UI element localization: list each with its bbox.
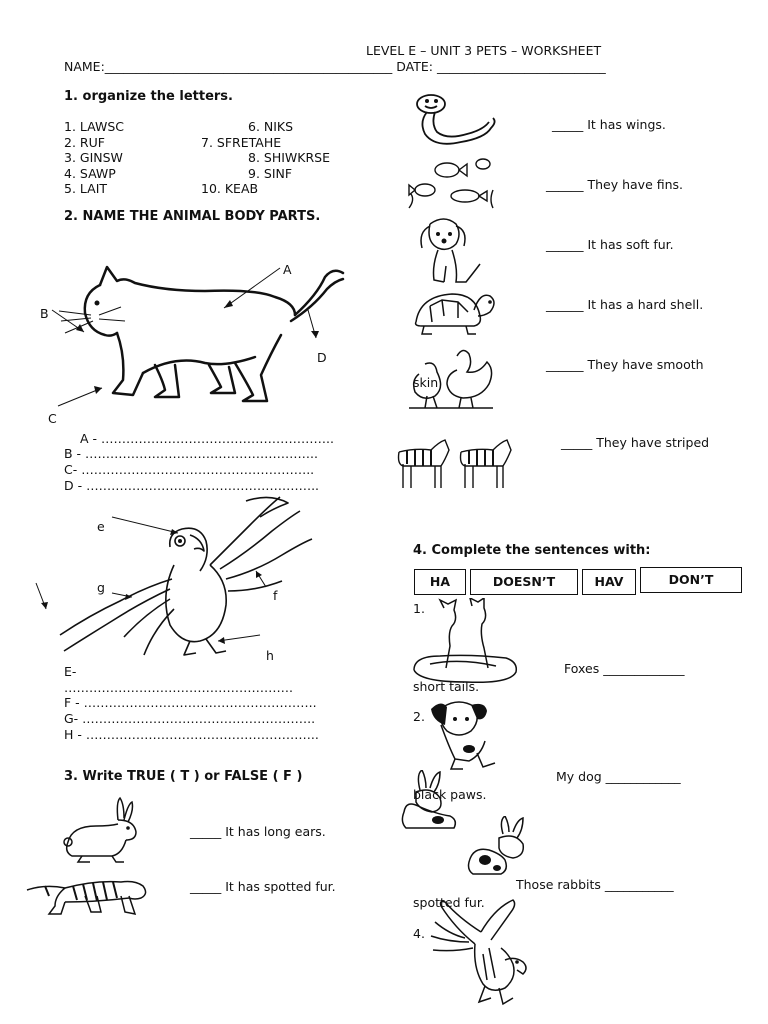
describe-row: ______ They have smooth xyxy=(546,357,704,372)
bird-label-g: g xyxy=(97,580,105,595)
dog-illustration xyxy=(425,697,500,773)
scramble-item: 4. SAWP xyxy=(64,166,116,181)
sentence-cont: black paws. xyxy=(413,787,487,802)
describe-row: _____ They have striped xyxy=(561,435,710,450)
scramble-item: 3. GINSW xyxy=(64,150,123,165)
scramble-item: 1. LAWSC xyxy=(64,119,125,134)
bird-label-h: h xyxy=(266,648,274,663)
answer-line-g: G- ……………………………………………….. xyxy=(64,711,316,726)
section2-title: 2. NAME THE ANIMAL BODY PARTS. xyxy=(64,209,321,224)
section3-title: 3. Write TRUE ( T ) or FALSE ( F ) xyxy=(64,769,303,784)
answer-line-h: H - ……………………………………………….. xyxy=(64,727,319,742)
bird-label-e: e xyxy=(97,519,105,534)
cat-label-b: B xyxy=(40,306,49,321)
cat-label-c: C xyxy=(48,411,57,426)
answer-line-c: C- ……………………………………………….. xyxy=(64,462,315,477)
sentence-cont: short tails. xyxy=(413,679,480,694)
name-date-line: NAME:______________________________________________ DATE: ___________________________ xyxy=(64,59,606,74)
rabbit-spotted-illustration-2 xyxy=(465,816,533,878)
scramble-item: 6. NIKS xyxy=(248,119,294,134)
answer-line-a: A - ……………………………………………….. xyxy=(80,431,334,446)
sentence-text: My dog ____________ xyxy=(556,769,681,784)
rabbit-illustration xyxy=(62,796,140,864)
describe-row-cont: skin xyxy=(413,375,439,390)
cat-arrows xyxy=(40,258,340,418)
word-box: DOESN’T xyxy=(470,569,578,595)
sentence-number: 4. xyxy=(413,926,425,941)
snake-illustration xyxy=(405,92,500,152)
tiger-illustration xyxy=(25,866,150,918)
scramble-item: 10. KEAB xyxy=(201,181,259,196)
section4-title: 4. Complete the sentences with: xyxy=(413,543,651,558)
answer-line-d: D - ……………………………………………….. xyxy=(64,478,320,493)
cat-label-a: A xyxy=(283,262,292,277)
scramble-item: 2. RUF xyxy=(64,135,105,150)
scramble-item: 8. SHIWKRSE xyxy=(248,150,330,165)
cat-label-d: D xyxy=(317,350,327,365)
worksheet-title: LEVEL E – UNIT 3 PETS – WORKSHEET xyxy=(366,43,602,58)
answer-line-b: B - ……………………………………………….. xyxy=(64,446,318,461)
foxes-illustration xyxy=(410,598,520,686)
answer-line-e: E- xyxy=(64,664,77,679)
scramble-item: 9. SINF xyxy=(248,166,293,181)
section1-title: 1. organize the letters. xyxy=(64,89,233,104)
sentence-cont: spotted fur. xyxy=(413,895,485,910)
turtle-illustration xyxy=(410,286,498,336)
sentence-text: Those rabbits ___________ xyxy=(516,877,674,892)
parrot-arrows xyxy=(30,505,290,665)
true-false-row: _____ It has long ears. xyxy=(190,824,326,839)
eagle-illustration xyxy=(425,898,535,1010)
zebras-illustration xyxy=(395,436,520,492)
word-box: DON’T xyxy=(640,567,742,593)
word-box: HA xyxy=(414,569,466,595)
describe-row: _____ It has wings. xyxy=(552,117,666,132)
word-box: HAV xyxy=(582,569,636,595)
sentence-number: 2. xyxy=(413,709,425,724)
scramble-item: 7. SFRETAHE xyxy=(201,135,282,150)
answer-line-f: F - ……………………………………………….. xyxy=(64,695,317,710)
true-false-row: _____ It has spotted fur. xyxy=(190,879,336,894)
describe-row: ______ It has soft fur. xyxy=(546,237,674,252)
describe-row: ______ They have fins. xyxy=(546,177,684,192)
answer-line-e-cont: ………………………………………………. xyxy=(64,680,293,695)
fish-illustration xyxy=(405,150,497,212)
puppy-illustration xyxy=(410,214,490,286)
bird-label-f: f xyxy=(273,588,278,603)
sentence-number: 1. xyxy=(413,601,425,616)
sentence-text: Foxes _____________ xyxy=(564,661,685,676)
scramble-item: 5. LAIT xyxy=(64,181,108,196)
describe-row: ______ It has a hard shell. xyxy=(546,297,704,312)
